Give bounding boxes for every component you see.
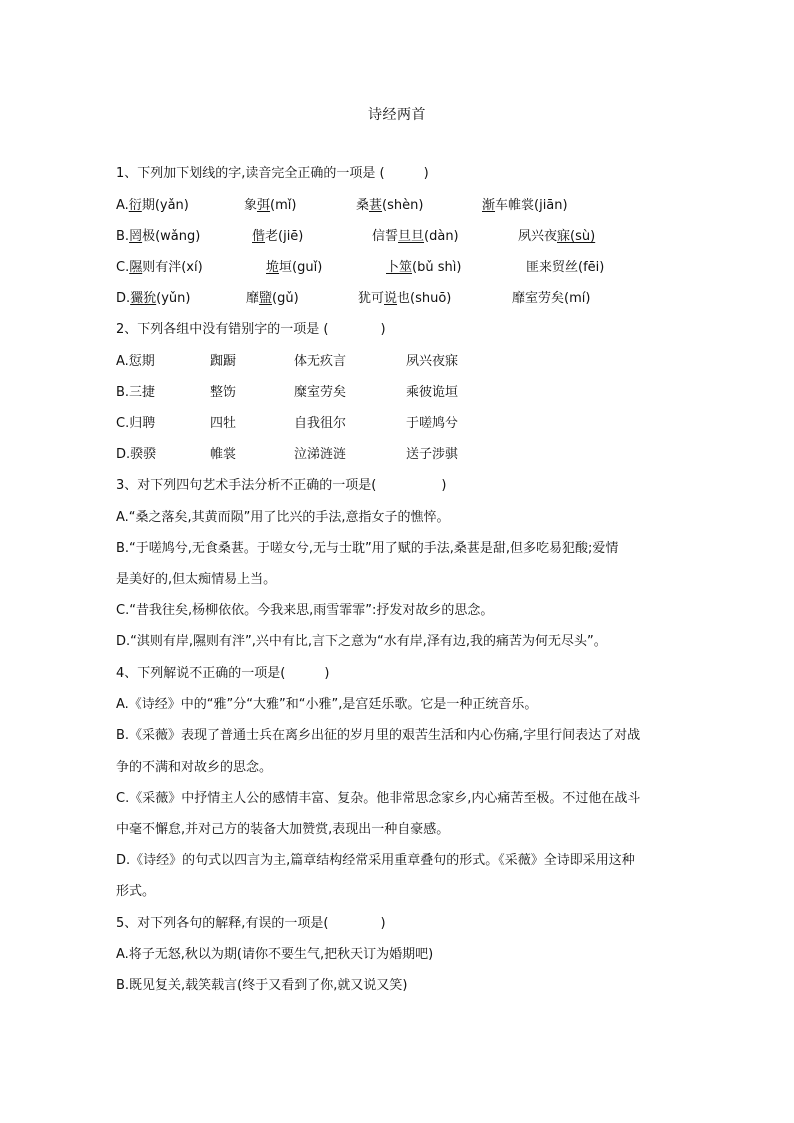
question-1-stem: 1、下列加下划线的字,读音完全正确的一项是 ( ) — [116, 166, 429, 181]
option-text: 期(yǎn) — [141, 198, 189, 213]
option-text: 信誓 — [372, 229, 399, 244]
option-text: 则有泮(xí) — [142, 260, 203, 275]
option-text: D.骙骙 — [116, 447, 157, 462]
option-text: 犹可 — [358, 291, 385, 306]
option-letter: A. — [116, 198, 129, 213]
underlined-char: 寐(sù) — [557, 229, 596, 244]
underlined-char: 渐 — [482, 198, 496, 213]
question-1-option-c — [116, 260, 716, 276]
underlined-char: 垝 — [266, 260, 280, 275]
underlined-char: 葚 — [369, 198, 383, 213]
option-text: (bǔ shì) — [412, 260, 462, 275]
question-5-option-a: A.将子无怒,秋以为期(请你不要生气,把秋天订为婚期吧) — [116, 947, 434, 962]
option-text: (gǔ) — [272, 291, 299, 306]
option-text: 四牡 — [210, 416, 237, 431]
option-text: 体无疚言 — [294, 354, 347, 369]
option-text: 极(wǎng) — [142, 229, 201, 244]
question-2-option-a — [116, 354, 716, 370]
option-letter: D. — [116, 291, 131, 306]
question-4-option-c-cont: 中毫不懈怠,并对己方的装备大加赞赏,表现出一种自豪感。 — [116, 822, 450, 837]
option-text: C.归聘 — [116, 416, 156, 431]
option-text: 靡室劳矣(mí) — [512, 291, 591, 306]
option-letter: C. — [116, 260, 130, 275]
question-2-option-b — [116, 385, 716, 401]
option-text: (shèn) — [382, 198, 424, 213]
question-4-option-b: B.《采薇》表现了普通士兵在离乡出征的岁月里的艰苦生活和内心伤痛,字里行间表达了对战 — [116, 728, 641, 743]
underlined-char: 偕 — [252, 229, 266, 244]
question-5-option-b: B.既见复关,载笑载言(终于又看到了你,就又说又笑) — [116, 978, 408, 993]
underlined-char: 盬 — [259, 291, 273, 306]
option-text: A.愆期 — [116, 354, 155, 369]
underlined-char: 罔 — [129, 229, 143, 244]
option-text: 送子涉骐 — [406, 447, 459, 462]
page-title: 诗经两首 — [368, 107, 426, 123]
option-text: 整饬 — [210, 385, 237, 400]
option-text: 夙兴夜 — [518, 229, 558, 244]
question-4-option-a: A.《诗经》中的“雅”分“大雅”和“小雅”,是宫廷乐歌。它是一种正统音乐。 — [116, 697, 538, 712]
option-text: 糜室劳矣 — [294, 385, 347, 400]
underlined-char: 隰 — [129, 260, 143, 275]
question-2-option-c — [116, 416, 716, 432]
underlined-char: 玁狁 — [130, 291, 157, 306]
option-text: B.三捷 — [116, 385, 156, 400]
option-text: 匪来贸丝(fēi) — [526, 260, 605, 275]
option-text: 帷裳 — [210, 447, 237, 462]
question-3-stem: 3、对下列四句艺术手法分析不正确的一项是( ) — [116, 478, 447, 493]
option-text: 夙兴夜寐 — [406, 354, 459, 369]
option-text: 泣涕涟涟 — [294, 447, 347, 462]
question-2-stem: 2、下列各组中没有错别字的一项是 ( ) — [116, 322, 386, 337]
question-2-option-d — [116, 447, 716, 463]
question-4-option-c: C.《采薇》中抒情主人公的感情丰富、复杂。他非常思念家乡,内心痛苦至极。不过他在战斗 — [116, 791, 641, 806]
question-3-option-c: C.“昔我往矣,杨柳依依。今我来思,雨雪霏霏”:抒发对故乡的思念。 — [116, 603, 494, 618]
option-text: 自我徂尔 — [294, 416, 347, 431]
question-4-stem: 4、下列解说不正确的一项是( ) — [116, 666, 330, 681]
underlined-char: 筮 — [399, 260, 413, 275]
option-text: 桑 — [356, 198, 370, 213]
option-text: 于嗟鸠兮 — [406, 416, 459, 431]
option-text: 象 — [244, 198, 258, 213]
question-3-option-b: B.“于嗟鸠兮,无食桑葚。于嗟女兮,无与士耽”用了赋的手法,桑葚是甜,但多吃易犯酸;爱情 — [116, 541, 619, 556]
question-3-option-b-cont: 是美好的,但太痴情易上当。 — [116, 572, 277, 587]
question-5-stem: 5、对下列各句的解释,有误的一项是( ) — [116, 916, 386, 931]
option-text: 也(shuō) — [397, 291, 452, 306]
option-letter: B. — [116, 229, 130, 244]
question-1-option-b — [116, 229, 716, 245]
question-1-option-d — [116, 291, 716, 307]
question-3-option-d: D.“淇则有岸,隰则有泮”,兴中有比,言下之意为“水有岸,泽有边,我的痛苦为何无尽头”。 — [116, 634, 607, 649]
option-text: 踟蹰 — [210, 354, 237, 369]
underlined-char: 弭 — [257, 198, 271, 213]
option-text: (mǐ) — [270, 198, 297, 213]
underlined-char: 说 — [384, 291, 398, 306]
question-4-option-d: D.《诗经》的句式以四言为主,篇章结构经常采用重章叠句的形式。《采薇》全诗即采用这种 — [116, 853, 635, 868]
option-text: (dàn) — [424, 229, 459, 244]
question-4-option-d-cont: 形式。 — [116, 884, 156, 899]
option-text: 乘彼诡垣 — [406, 385, 459, 400]
option-text: 车帷裳(jiān) — [495, 198, 568, 213]
question-1-option-a — [116, 198, 716, 214]
option-text: 老(jiē) — [265, 229, 304, 244]
option-text: (yǔn) — [156, 291, 191, 306]
option-text: 垣(guǐ) — [279, 260, 323, 275]
question-4-option-b-cont: 争的不满和对故乡的思念。 — [116, 760, 273, 775]
question-3-option-a: A.“桑之落矣,其黄而陨”用了比兴的手法,意指女子的憔悴。 — [116, 510, 450, 525]
option-text: 靡 — [246, 291, 260, 306]
underlined-char: 卜 — [386, 260, 400, 275]
underlined-char: 衍 — [128, 198, 142, 213]
underlined-char: 旦旦 — [398, 229, 425, 244]
